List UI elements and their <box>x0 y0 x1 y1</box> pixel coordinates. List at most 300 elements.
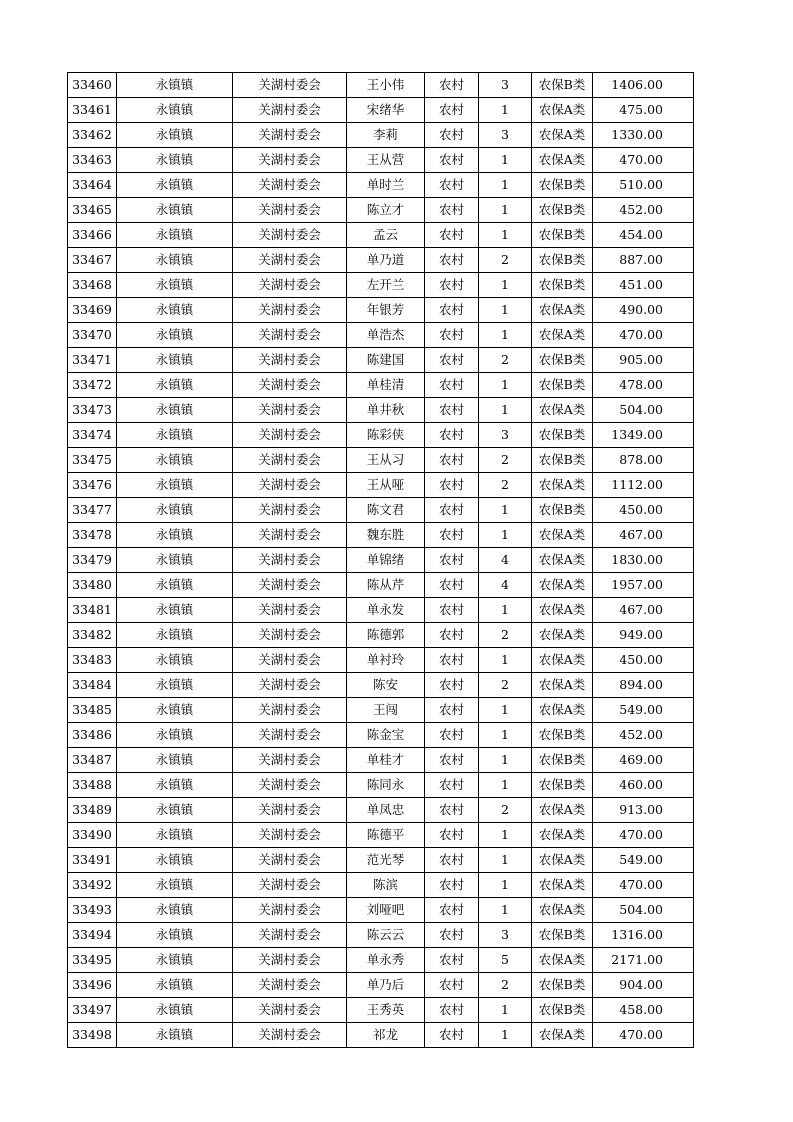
cell-town: 永镇镇 <box>117 823 233 848</box>
cell-village: 关湖村委会 <box>233 373 347 398</box>
table-row <box>68 748 694 773</box>
cell-village: 关湖村委会 <box>233 898 347 923</box>
cell-name: 陈安 <box>347 673 425 698</box>
cell-town: 永镇镇 <box>117 398 233 423</box>
cell-count: 1 <box>479 498 532 523</box>
cell-id: 33479 <box>68 548 117 573</box>
cell-village: 关湖村委会 <box>233 648 347 673</box>
cell-id: 33465 <box>68 198 117 223</box>
table-row <box>68 148 694 173</box>
cell-id: 33485 <box>68 698 117 723</box>
cell-category: 农保A类 <box>532 123 593 148</box>
cell-area: 农村 <box>425 698 479 723</box>
cell-town: 永镇镇 <box>117 923 233 948</box>
cell-name: 孟云 <box>347 223 425 248</box>
table-row <box>68 98 694 123</box>
cell-count: 4 <box>479 573 532 598</box>
cell-town: 永镇镇 <box>117 248 233 273</box>
cell-amount: 470.00 <box>593 323 694 348</box>
cell-count: 1 <box>479 523 532 548</box>
cell-name: 祁龙 <box>347 1023 425 1048</box>
cell-amount: 475.00 <box>593 98 694 123</box>
cell-town: 永镇镇 <box>117 998 233 1023</box>
cell-count: 1 <box>479 848 532 873</box>
cell-category: 农保B类 <box>532 773 593 798</box>
table-body <box>68 73 694 1048</box>
cell-name: 单井秋 <box>347 398 425 423</box>
cell-town: 永镇镇 <box>117 698 233 723</box>
table-row <box>68 498 694 523</box>
cell-id: 33470 <box>68 323 117 348</box>
cell-category: 农保A类 <box>532 548 593 573</box>
cell-name: 陈建国 <box>347 348 425 373</box>
cell-area: 农村 <box>425 873 479 898</box>
table-row <box>68 823 694 848</box>
cell-area: 农村 <box>425 1023 479 1048</box>
cell-name: 单锦绪 <box>347 548 425 573</box>
cell-category: 农保A类 <box>532 648 593 673</box>
cell-name: 单乃后 <box>347 973 425 998</box>
cell-count: 1 <box>479 1023 532 1048</box>
table-row <box>68 173 694 198</box>
cell-category: 农保A类 <box>532 98 593 123</box>
cell-category: 农保A类 <box>532 298 593 323</box>
cell-area: 农村 <box>425 823 479 848</box>
cell-id: 33492 <box>68 873 117 898</box>
cell-name: 王从习 <box>347 448 425 473</box>
cell-town: 永镇镇 <box>117 848 233 873</box>
cell-name: 陈德郭 <box>347 623 425 648</box>
cell-category: 农保A类 <box>532 1023 593 1048</box>
cell-name: 刘哑吧 <box>347 898 425 923</box>
cell-name: 魏东胜 <box>347 523 425 548</box>
table-row <box>68 973 694 998</box>
cell-area: 农村 <box>425 748 479 773</box>
cell-category: 农保A类 <box>532 848 593 873</box>
cell-amount: 905.00 <box>593 348 694 373</box>
cell-town: 永镇镇 <box>117 298 233 323</box>
cell-amount: 1957.00 <box>593 573 694 598</box>
cell-category: 农保B类 <box>532 423 593 448</box>
cell-area: 农村 <box>425 648 479 673</box>
cell-id: 33467 <box>68 248 117 273</box>
cell-town: 永镇镇 <box>117 573 233 598</box>
cell-amount: 510.00 <box>593 173 694 198</box>
cell-id: 33491 <box>68 848 117 873</box>
cell-category: 农保B类 <box>532 223 593 248</box>
cell-amount: 904.00 <box>593 973 694 998</box>
cell-village: 关湖村委会 <box>233 923 347 948</box>
cell-village: 关湖村委会 <box>233 773 347 798</box>
cell-name: 单乃道 <box>347 248 425 273</box>
cell-count: 3 <box>479 123 532 148</box>
cell-village: 关湖村委会 <box>233 198 347 223</box>
cell-count: 1 <box>479 173 532 198</box>
cell-id: 33481 <box>68 598 117 623</box>
cell-id: 33471 <box>68 348 117 373</box>
table-row <box>68 848 694 873</box>
cell-area: 农村 <box>425 198 479 223</box>
cell-category: 农保B类 <box>532 198 593 223</box>
cell-name: 李莉 <box>347 123 425 148</box>
cell-area: 农村 <box>425 673 479 698</box>
table-row <box>68 948 694 973</box>
cell-amount: 478.00 <box>593 373 694 398</box>
cell-village: 关湖村委会 <box>233 998 347 1023</box>
cell-village: 关湖村委会 <box>233 273 347 298</box>
cell-id: 33460 <box>68 73 117 98</box>
cell-name: 陈从芹 <box>347 573 425 598</box>
cell-name: 单桂才 <box>347 748 425 773</box>
cell-id: 33480 <box>68 573 117 598</box>
cell-town: 永镇镇 <box>117 98 233 123</box>
cell-amount: 452.00 <box>593 723 694 748</box>
cell-village: 关湖村委会 <box>233 623 347 648</box>
table-row <box>68 723 694 748</box>
cell-category: 农保A类 <box>532 623 593 648</box>
cell-village: 关湖村委会 <box>233 798 347 823</box>
cell-name: 陈云云 <box>347 923 425 948</box>
cell-amount: 458.00 <box>593 998 694 1023</box>
cell-name: 单时兰 <box>347 173 425 198</box>
table-row <box>68 348 694 373</box>
cell-area: 农村 <box>425 148 479 173</box>
cell-category: 农保B类 <box>532 723 593 748</box>
cell-town: 永镇镇 <box>117 323 233 348</box>
cell-name: 范光琴 <box>347 848 425 873</box>
cell-count: 1 <box>479 98 532 123</box>
cell-category: 农保B类 <box>532 73 593 98</box>
cell-category: 农保B类 <box>532 923 593 948</box>
cell-name: 王闯 <box>347 698 425 723</box>
cell-amount: 470.00 <box>593 1023 694 1048</box>
cell-amount: 504.00 <box>593 398 694 423</box>
cell-town: 永镇镇 <box>117 623 233 648</box>
cell-village: 关湖村委会 <box>233 523 347 548</box>
cell-village: 关湖村委会 <box>233 598 347 623</box>
cell-amount: 470.00 <box>593 873 694 898</box>
cell-town: 永镇镇 <box>117 873 233 898</box>
cell-count: 2 <box>479 798 532 823</box>
cell-village: 关湖村委会 <box>233 473 347 498</box>
cell-amount: 452.00 <box>593 198 694 223</box>
table-row <box>68 923 694 948</box>
table-row <box>68 473 694 498</box>
cell-category: 农保A类 <box>532 823 593 848</box>
table-row <box>68 873 694 898</box>
cell-id: 33495 <box>68 948 117 973</box>
cell-amount: 1830.00 <box>593 548 694 573</box>
cell-name: 单永发 <box>347 598 425 623</box>
cell-id: 33498 <box>68 1023 117 1048</box>
cell-amount: 1330.00 <box>593 123 694 148</box>
cell-count: 1 <box>479 698 532 723</box>
cell-category: 农保A类 <box>532 873 593 898</box>
cell-area: 农村 <box>425 973 479 998</box>
cell-village: 关湖村委会 <box>233 248 347 273</box>
cell-category: 农保A类 <box>532 948 593 973</box>
cell-village: 关湖村委会 <box>233 823 347 848</box>
cell-category: 农保A类 <box>532 573 593 598</box>
cell-count: 2 <box>479 623 532 648</box>
cell-category: 农保B类 <box>532 748 593 773</box>
cell-id: 33461 <box>68 98 117 123</box>
cell-amount: 878.00 <box>593 448 694 473</box>
cell-count: 1 <box>479 873 532 898</box>
cell-category: 农保A类 <box>532 798 593 823</box>
cell-town: 永镇镇 <box>117 448 233 473</box>
cell-village: 关湖村委会 <box>233 873 347 898</box>
table-row <box>68 623 694 648</box>
cell-count: 3 <box>479 73 532 98</box>
table-row <box>68 198 694 223</box>
cell-id: 33489 <box>68 798 117 823</box>
cell-village: 关湖村委会 <box>233 548 347 573</box>
cell-id: 33468 <box>68 273 117 298</box>
cell-count: 1 <box>479 223 532 248</box>
cell-amount: 450.00 <box>593 498 694 523</box>
cell-area: 农村 <box>425 923 479 948</box>
cell-area: 农村 <box>425 848 479 873</box>
cell-count: 2 <box>479 248 532 273</box>
cell-town: 永镇镇 <box>117 348 233 373</box>
cell-area: 农村 <box>425 773 479 798</box>
cell-name: 陈金宝 <box>347 723 425 748</box>
cell-amount: 470.00 <box>593 823 694 848</box>
cell-village: 关湖村委会 <box>233 698 347 723</box>
cell-village: 关湖村委会 <box>233 73 347 98</box>
cell-town: 永镇镇 <box>117 173 233 198</box>
cell-town: 永镇镇 <box>117 523 233 548</box>
cell-town: 永镇镇 <box>117 598 233 623</box>
cell-amount: 549.00 <box>593 848 694 873</box>
cell-name: 王小伟 <box>347 73 425 98</box>
cell-count: 1 <box>479 298 532 323</box>
cell-area: 农村 <box>425 373 479 398</box>
cell-category: 农保B类 <box>532 248 593 273</box>
cell-category: 农保B类 <box>532 273 593 298</box>
cell-count: 4 <box>479 548 532 573</box>
cell-area: 农村 <box>425 723 479 748</box>
cell-category: 农保A类 <box>532 323 593 348</box>
table-row <box>68 573 694 598</box>
cell-amount: 467.00 <box>593 598 694 623</box>
cell-amount: 469.00 <box>593 748 694 773</box>
cell-amount: 1112.00 <box>593 473 694 498</box>
cell-name: 陈立才 <box>347 198 425 223</box>
cell-category: 农保A类 <box>532 473 593 498</box>
cell-name: 王秀英 <box>347 998 425 1023</box>
table-row <box>68 298 694 323</box>
cell-category: 农保A类 <box>532 398 593 423</box>
cell-name: 单凤忠 <box>347 798 425 823</box>
cell-id: 33488 <box>68 773 117 798</box>
cell-amount: 1349.00 <box>593 423 694 448</box>
table-row <box>68 648 694 673</box>
cell-town: 永镇镇 <box>117 673 233 698</box>
table-row <box>68 698 694 723</box>
cell-area: 农村 <box>425 573 479 598</box>
cell-amount: 2171.00 <box>593 948 694 973</box>
cell-name: 王从哑 <box>347 473 425 498</box>
cell-amount: 454.00 <box>593 223 694 248</box>
table-row <box>68 73 694 98</box>
cell-id: 33497 <box>68 998 117 1023</box>
cell-count: 1 <box>479 748 532 773</box>
cell-village: 关湖村委会 <box>233 398 347 423</box>
table-row <box>68 673 694 698</box>
cell-town: 永镇镇 <box>117 473 233 498</box>
cell-town: 永镇镇 <box>117 748 233 773</box>
cell-id: 33484 <box>68 673 117 698</box>
cell-area: 农村 <box>425 173 479 198</box>
cell-count: 1 <box>479 598 532 623</box>
cell-amount: 490.00 <box>593 298 694 323</box>
cell-name: 陈同永 <box>347 773 425 798</box>
cell-area: 农村 <box>425 948 479 973</box>
cell-amount: 450.00 <box>593 648 694 673</box>
cell-name: 陈滨 <box>347 873 425 898</box>
cell-id: 33475 <box>68 448 117 473</box>
cell-area: 农村 <box>425 548 479 573</box>
cell-village: 关湖村委会 <box>233 123 347 148</box>
cell-town: 永镇镇 <box>117 73 233 98</box>
cell-count: 1 <box>479 148 532 173</box>
cell-village: 关湖村委会 <box>233 423 347 448</box>
cell-village: 关湖村委会 <box>233 1023 347 1048</box>
cell-village: 关湖村委会 <box>233 148 347 173</box>
cell-id: 33463 <box>68 148 117 173</box>
cell-town: 永镇镇 <box>117 548 233 573</box>
cell-count: 2 <box>479 448 532 473</box>
cell-id: 33482 <box>68 623 117 648</box>
cell-amount: 949.00 <box>593 623 694 648</box>
cell-town: 永镇镇 <box>117 273 233 298</box>
cell-town: 永镇镇 <box>117 648 233 673</box>
cell-name: 陈德平 <box>347 823 425 848</box>
cell-count: 1 <box>479 648 532 673</box>
cell-town: 永镇镇 <box>117 898 233 923</box>
cell-name: 单永秀 <box>347 948 425 973</box>
cell-amount: 894.00 <box>593 673 694 698</box>
cell-town: 永镇镇 <box>117 773 233 798</box>
cell-count: 2 <box>479 473 532 498</box>
cell-id: 33474 <box>68 423 117 448</box>
cell-category: 农保B类 <box>532 173 593 198</box>
cell-village: 关湖村委会 <box>233 973 347 998</box>
table-row <box>68 323 694 348</box>
cell-id: 33472 <box>68 373 117 398</box>
table-row <box>68 373 694 398</box>
cell-area: 农村 <box>425 798 479 823</box>
cell-name: 宋绪华 <box>347 98 425 123</box>
cell-count: 1 <box>479 373 532 398</box>
cell-name: 单桂清 <box>347 373 425 398</box>
table-row <box>68 223 694 248</box>
cell-id: 33483 <box>68 648 117 673</box>
cell-count: 1 <box>479 398 532 423</box>
cell-village: 关湖村委会 <box>233 498 347 523</box>
cell-id: 33473 <box>68 398 117 423</box>
table-row <box>68 998 694 1023</box>
cell-town: 永镇镇 <box>117 798 233 823</box>
cell-town: 永镇镇 <box>117 498 233 523</box>
cell-count: 2 <box>479 973 532 998</box>
cell-amount: 467.00 <box>593 523 694 548</box>
cell-category: 农保B类 <box>532 348 593 373</box>
cell-area: 农村 <box>425 323 479 348</box>
cell-village: 关湖村委会 <box>233 323 347 348</box>
cell-category: 农保B类 <box>532 448 593 473</box>
cell-village: 关湖村委会 <box>233 748 347 773</box>
cell-area: 农村 <box>425 348 479 373</box>
cell-village: 关湖村委会 <box>233 673 347 698</box>
cell-category: 农保A类 <box>532 148 593 173</box>
cell-category: 农保A类 <box>532 898 593 923</box>
cell-id: 33493 <box>68 898 117 923</box>
cell-category: 农保B类 <box>532 998 593 1023</box>
cell-village: 关湖村委会 <box>233 448 347 473</box>
cell-village: 关湖村委会 <box>233 223 347 248</box>
cell-id: 33478 <box>68 523 117 548</box>
table-row <box>68 898 694 923</box>
cell-town: 永镇镇 <box>117 373 233 398</box>
cell-town: 永镇镇 <box>117 973 233 998</box>
cell-count: 1 <box>479 823 532 848</box>
cell-count: 1 <box>479 773 532 798</box>
cell-town: 永镇镇 <box>117 423 233 448</box>
cell-id: 33486 <box>68 723 117 748</box>
cell-area: 农村 <box>425 73 479 98</box>
cell-name: 单浩杰 <box>347 323 425 348</box>
cell-amount: 1316.00 <box>593 923 694 948</box>
cell-count: 3 <box>479 423 532 448</box>
cell-count: 1 <box>479 198 532 223</box>
table-row <box>68 123 694 148</box>
cell-amount: 887.00 <box>593 248 694 273</box>
cell-village: 关湖村委会 <box>233 98 347 123</box>
cell-count: 1 <box>479 898 532 923</box>
cell-name: 年银芳 <box>347 298 425 323</box>
cell-count: 1 <box>479 273 532 298</box>
cell-area: 农村 <box>425 298 479 323</box>
cell-amount: 470.00 <box>593 148 694 173</box>
cell-area: 农村 <box>425 473 479 498</box>
cell-area: 农村 <box>425 898 479 923</box>
cell-count: 1 <box>479 323 532 348</box>
cell-amount: 504.00 <box>593 898 694 923</box>
cell-amount: 460.00 <box>593 773 694 798</box>
cell-category: 农保B类 <box>532 373 593 398</box>
table-row <box>68 548 694 573</box>
cell-category: 农保A类 <box>532 523 593 548</box>
cell-id: 33477 <box>68 498 117 523</box>
cell-area: 农村 <box>425 123 479 148</box>
cell-area: 农村 <box>425 248 479 273</box>
cell-area: 农村 <box>425 498 479 523</box>
cell-village: 关湖村委会 <box>233 173 347 198</box>
cell-category: 农保B类 <box>532 498 593 523</box>
cell-town: 永镇镇 <box>117 948 233 973</box>
table-row <box>68 523 694 548</box>
data-table <box>67 72 694 1048</box>
cell-village: 关湖村委会 <box>233 298 347 323</box>
cell-town: 永镇镇 <box>117 223 233 248</box>
cell-category: 农保A类 <box>532 598 593 623</box>
cell-area: 农村 <box>425 998 479 1023</box>
cell-area: 农村 <box>425 98 479 123</box>
cell-area: 农村 <box>425 523 479 548</box>
